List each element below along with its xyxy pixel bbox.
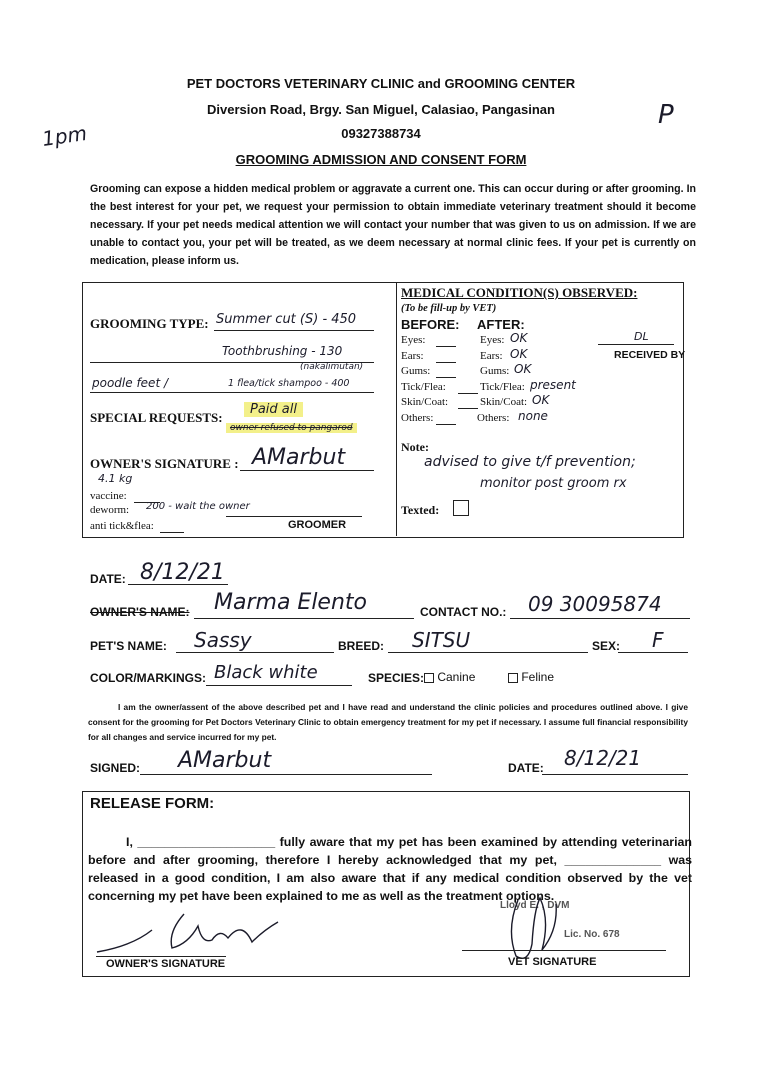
signed-value: AMarbut xyxy=(178,748,272,773)
vaccine-label: vaccine: xyxy=(90,490,127,502)
after-row-3: Tick/Flea: xyxy=(480,380,525,393)
margin-note-left: 1pm xyxy=(40,120,89,152)
after-value-3: present xyxy=(530,377,576,392)
consent-paragraph: I am the owner/assent of the above described pet and I have read and understand the clinic policies and procedures outlined above. I give consent for the grooming for Pet Doctors Veterinary Clinic to obtain emergency treatment for my pet if necessary. I assume full financial responsibility for all changes and service incurred for my pet. xyxy=(88,702,688,742)
pet-name-label: PET'S NAME: xyxy=(90,639,167,653)
grooming-type-value: Summer cut (S) - 450 xyxy=(216,312,357,327)
date-value: 8/12/21 xyxy=(140,560,225,585)
consent-date-label: DATE: xyxy=(508,761,544,775)
feline-checkbox[interactable] xyxy=(508,673,518,683)
date-label: DATE: xyxy=(90,572,126,586)
medical-title: MEDICAL CONDITION(S) OBSERVED: xyxy=(401,285,638,300)
sex-label: SEX: xyxy=(592,639,621,653)
intro-paragraph: Grooming can expose a hidden medical problem or aggravate a current one. This can occur during or after grooming. In the best interest for your pet, we request your permission to obtain immediate veterinary treatment should it become necessary. If your pet needs medical attention we will contact your number that was given to us on admission. If we are unable to contact you, your pet will be treated, as we deem necessary at normal clinic fees. If your pet is currently on medication, please inform us. xyxy=(90,183,696,267)
before-row-0: Eyes: xyxy=(401,334,426,346)
owner-release-signature xyxy=(92,908,302,963)
after-value-2: OK xyxy=(514,362,532,376)
clinic-phone: 09327388734 xyxy=(341,126,421,141)
before-row-5: Others: xyxy=(401,411,434,424)
canine-checkbox[interactable] xyxy=(424,673,434,683)
special-requests-value: Paid all xyxy=(244,402,303,417)
grooming-line3-note: (nakalimutan) xyxy=(300,362,364,372)
form-title: GROOMING ADMISSION AND CONSENT FORM xyxy=(235,152,527,167)
consent-date-value: 8/12/21 xyxy=(564,746,642,770)
received-by-label: RECEIVED BY xyxy=(614,349,686,361)
breed-value: SITSU xyxy=(412,628,471,652)
grooming-line3-right: 1 flea/tick shampoo - 400 xyxy=(228,378,350,389)
after-value-5: none xyxy=(518,408,548,423)
clinic-address: Diversion Road, Brgy. San Miguel, Calasiao, Pangasinan xyxy=(207,102,555,117)
after-label: AFTER: xyxy=(477,317,525,332)
after-value-4: OK xyxy=(532,393,550,407)
grooming-line2: Toothbrushing - 130 xyxy=(222,344,343,358)
note-label: Note: xyxy=(401,440,429,454)
medical-subtitle: (To be fill-up by VET) xyxy=(401,303,497,314)
color-markings-value: Black white xyxy=(214,662,318,683)
owner-name-value: Marma Elento xyxy=(214,590,367,615)
owner-signature-value: AMarbut xyxy=(252,445,346,470)
margin-note-right: P xyxy=(658,100,674,130)
antitick-label: anti tick&flea: xyxy=(90,520,154,532)
before-row-4: Skin/Coat: xyxy=(401,396,449,408)
grooming-line3-left: poodle feet / xyxy=(92,376,169,390)
owner-signature-release-label: OWNER'S SIGNATURE xyxy=(106,958,226,970)
after-row-5: Others: xyxy=(477,411,510,424)
deworm-value: 200 - wait the owner xyxy=(146,501,250,512)
sex-value: F xyxy=(652,628,664,652)
texted-label: Texted: xyxy=(401,503,440,517)
after-row-4: Skin/Coat: xyxy=(480,396,528,408)
note-line2: monitor post groom rx xyxy=(480,476,627,491)
before-row-1: Ears: xyxy=(401,349,424,362)
texted-checkbox[interactable] xyxy=(453,500,469,516)
note-line1: advised to give t/f prevention; xyxy=(424,454,636,470)
stamp-line2: Lic. No. 678 xyxy=(564,929,620,940)
before-row-3: Tick/Flea: xyxy=(401,380,446,393)
color-markings-label: COLOR/MARKINGS: xyxy=(90,671,206,685)
special-requests-label: SPECIAL REQUESTS: xyxy=(90,410,223,425)
release-paragraph: I, ____________________ fully aware that my pet has been examined by attending veterinarian before and after grooming, therefore I hereby acknowledged that my pet, ______________ was released in a good condition, I am also aware that if any medical condition observed by the vet concerning my pet have been explained to me as well as the treatment options. xyxy=(88,835,692,903)
signed-label: SIGNED: xyxy=(90,761,141,775)
feline-label: Feline xyxy=(521,670,555,684)
before-row-2: Gums: xyxy=(401,365,431,377)
received-initials: DL xyxy=(634,330,649,343)
owner-signature-label: OWNER'S SIGNATURE : xyxy=(90,456,239,471)
stamp-line1: Lloyd E. , DVM xyxy=(500,900,570,911)
groomer-label: GROOMER xyxy=(288,519,347,531)
after-row-1: Ears: xyxy=(480,349,503,362)
before-label: BEFORE: xyxy=(401,317,460,332)
species-feline[interactable] xyxy=(508,670,554,684)
vet-signature-label: VET SIGNATURE xyxy=(508,956,597,968)
box-divider xyxy=(396,282,397,536)
clinic-name: PET DOCTORS VETERINARY CLINIC and GROOMING CENTER xyxy=(186,76,576,91)
species-canine[interactable] xyxy=(424,670,475,684)
after-value-1: OK xyxy=(510,346,528,361)
breed-label: BREED: xyxy=(338,639,385,653)
after-value-0: OK xyxy=(510,331,528,345)
after-row-2: Gums: xyxy=(480,365,510,377)
release-title: RELEASE FORM: xyxy=(90,795,215,812)
grooming-type-label: GROOMING TYPE: xyxy=(90,316,209,331)
deworm-label: deworm: xyxy=(90,504,130,516)
species-label: SPECIES: xyxy=(368,671,425,685)
contact-value: 09 30095874 xyxy=(528,592,662,616)
after-row-0: Eyes: xyxy=(480,334,505,346)
canine-label: Canine xyxy=(437,670,476,684)
pet-weight: 4.1 kg xyxy=(98,472,133,485)
contact-label: CONTACT NO.: xyxy=(420,605,507,619)
pet-name-value: Sassy xyxy=(194,628,252,652)
owner-release-signature-scribble xyxy=(92,908,302,956)
owner-name-label: OWNER'S NAME: xyxy=(90,605,190,619)
special-requests-note: owner refused to pangarod xyxy=(226,423,357,433)
